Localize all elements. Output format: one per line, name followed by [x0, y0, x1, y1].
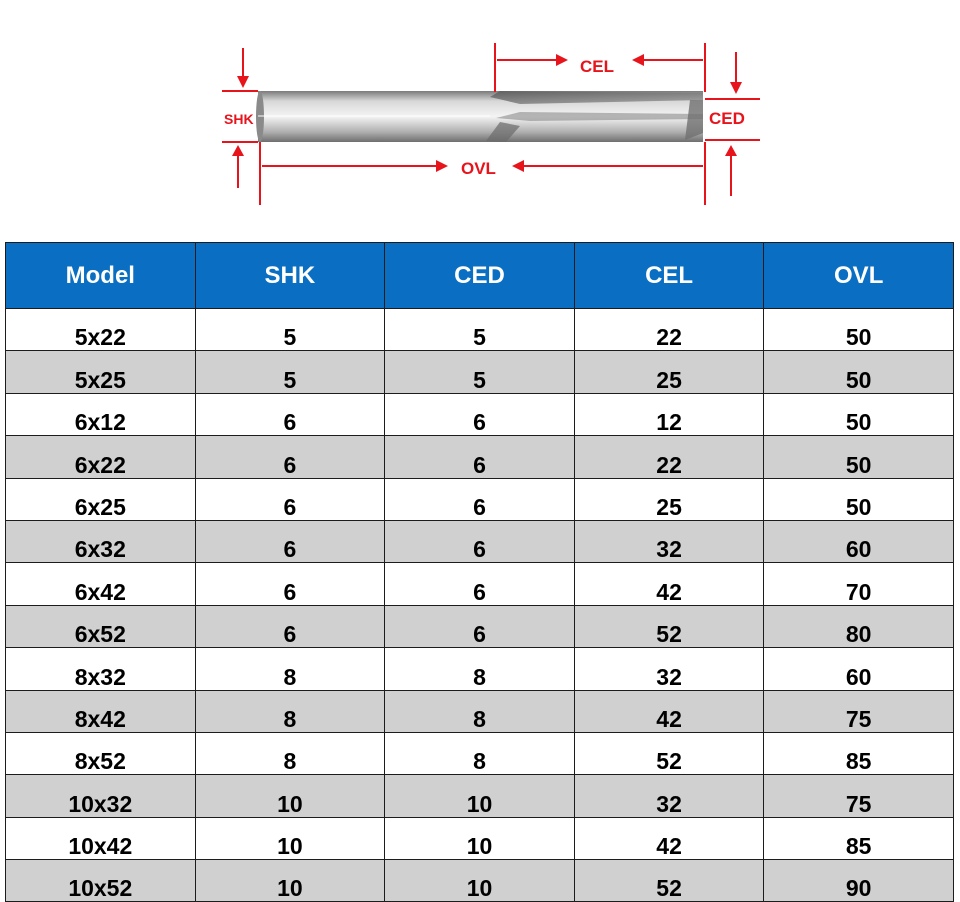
table-row [6, 605, 954, 647]
cell-model: 5x22 [6, 309, 196, 351]
cell-shk: 6 [195, 393, 385, 435]
table-row [6, 563, 954, 605]
cell-model: 6x32 [6, 520, 196, 562]
cel-label: CEL [580, 57, 614, 76]
table-row [6, 393, 954, 435]
cell-cel: 12 [574, 393, 764, 435]
cell-shk: 10 [195, 817, 385, 859]
cell-shk: 8 [195, 732, 385, 774]
table-row [6, 775, 954, 817]
cell-shk: 10 [195, 775, 385, 817]
header-ovl: OVL [764, 243, 954, 309]
cell-ovl: 80 [764, 605, 954, 647]
cell-cel: 32 [574, 775, 764, 817]
specification-table [5, 242, 954, 902]
cell-model: 10x32 [6, 775, 196, 817]
cell-ced: 10 [385, 775, 575, 817]
cell-shk: 5 [195, 351, 385, 393]
cell-ced: 10 [385, 817, 575, 859]
end-mill-tool [256, 91, 703, 142]
table-row [6, 817, 954, 859]
cell-ovl: 50 [764, 393, 954, 435]
cell-model: 6x25 [6, 478, 196, 520]
cell-ovl: 50 [764, 436, 954, 478]
cell-cel: 22 [574, 309, 764, 351]
cell-ced: 10 [385, 860, 575, 902]
cell-model: 6x42 [6, 563, 196, 605]
table-row [6, 648, 954, 690]
cell-ced: 6 [385, 393, 575, 435]
cell-model: 8x42 [6, 690, 196, 732]
cell-ovl: 70 [764, 563, 954, 605]
cell-cel: 42 [574, 817, 764, 859]
cell-shk: 6 [195, 563, 385, 605]
cell-ced: 5 [385, 309, 575, 351]
cell-ovl: 60 [764, 520, 954, 562]
cell-shk: 5 [195, 309, 385, 351]
cell-ovl: 90 [764, 860, 954, 902]
table-row [6, 478, 954, 520]
ced-label: CED [709, 109, 745, 128]
cell-ced: 6 [385, 563, 575, 605]
cell-cel: 32 [574, 648, 764, 690]
cell-cel: 52 [574, 605, 764, 647]
shk-label: SHK [224, 111, 254, 127]
cell-ovl: 50 [764, 309, 954, 351]
cell-ovl: 75 [764, 775, 954, 817]
cell-ovl: 85 [764, 817, 954, 859]
cell-model: 8x32 [6, 648, 196, 690]
cell-ovl: 50 [764, 351, 954, 393]
cell-ovl: 75 [764, 690, 954, 732]
cell-model: 6x22 [6, 436, 196, 478]
tool-dimension-diagram [0, 0, 960, 240]
table-row [6, 690, 954, 732]
cell-shk: 10 [195, 860, 385, 902]
cell-cel: 25 [574, 478, 764, 520]
cell-model: 10x52 [6, 860, 196, 902]
table-row [6, 520, 954, 562]
cell-model: 10x42 [6, 817, 196, 859]
cell-shk: 8 [195, 690, 385, 732]
table-row [6, 309, 954, 351]
cell-model: 6x12 [6, 393, 196, 435]
cell-shk: 6 [195, 520, 385, 562]
cell-cel: 42 [574, 563, 764, 605]
cell-shk: 8 [195, 648, 385, 690]
cell-ovl: 85 [764, 732, 954, 774]
header-ced: CED [385, 243, 575, 309]
cell-cel: 52 [574, 732, 764, 774]
cell-cel: 42 [574, 690, 764, 732]
cell-ced: 8 [385, 732, 575, 774]
cell-ced: 8 [385, 648, 575, 690]
cell-ced: 6 [385, 436, 575, 478]
cell-ced: 5 [385, 351, 575, 393]
cell-shk: 6 [195, 605, 385, 647]
cell-model: 6x52 [6, 605, 196, 647]
cell-ced: 6 [385, 520, 575, 562]
table-header-row [6, 243, 954, 309]
ovl-label: OVL [461, 159, 496, 178]
table-row [6, 860, 954, 902]
table-row [6, 351, 954, 393]
cell-ced: 6 [385, 478, 575, 520]
table-body [6, 309, 954, 902]
cell-ced: 6 [385, 605, 575, 647]
header-model: Model [6, 243, 196, 309]
cell-cel: 22 [574, 436, 764, 478]
cell-model: 5x25 [6, 351, 196, 393]
cell-ovl: 50 [764, 478, 954, 520]
cell-cel: 52 [574, 860, 764, 902]
table-row [6, 732, 954, 774]
cell-ovl: 60 [764, 648, 954, 690]
cell-shk: 6 [195, 478, 385, 520]
cell-cel: 32 [574, 520, 764, 562]
table-row [6, 436, 954, 478]
cell-model: 8x52 [6, 732, 196, 774]
header-shk: SHK [195, 243, 385, 309]
cell-ced: 8 [385, 690, 575, 732]
cell-shk: 6 [195, 436, 385, 478]
cell-cel: 25 [574, 351, 764, 393]
header-cel: CEL [574, 243, 764, 309]
